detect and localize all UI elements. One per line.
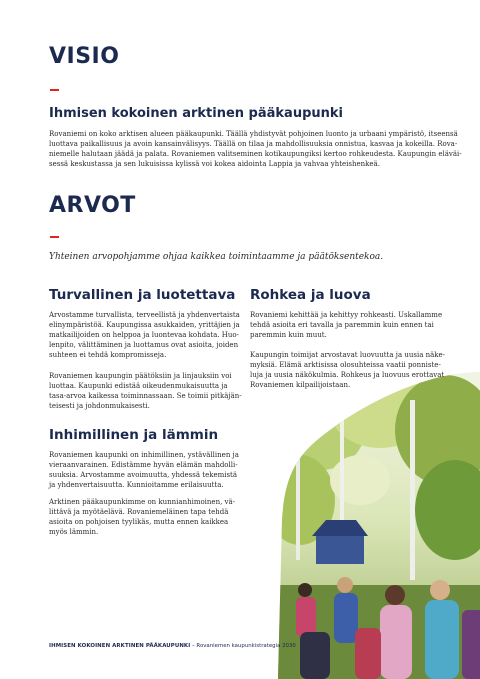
values-accent-dash [50,236,59,238]
footer-strategy-name: – Rovaniemen kaupunkistrategia 2030 [190,643,296,649]
text-line: suhteen ei tehdä kompromisseja. [49,351,167,359]
page-footer [49,643,296,649]
text-line: Rovaniemen kaupunki on inhimillinen, ystävällinen ja [49,451,239,459]
value-brave-title: Rohkea ja luova [250,287,371,303]
text-line: paremmin kuin muut. [250,331,327,339]
values-lead: Yhteinen arvopohjamme ohjaa kaikkea toimintaamme ja päätöksentekoa. [49,252,384,262]
text-line: littävä ja myötäelävä. Rovaniemeläinen tapa tehdä [49,508,229,516]
text-line: asioita on pohjoisen tyylikäs, mutta ennen kaikkea [49,518,229,526]
text-line: Rovaniemi kehittää ja kehittyy rohkeasti. Uskallamme [250,311,443,319]
values-heading: ARVOT [49,193,136,218]
text-line: tasa-arvoa kaikessa toiminnassaan. Se toimii pitkäjän- [49,392,242,400]
text-line: teisesti ja johdonmukaisesti. [49,402,150,410]
vision-subheading: Ihmisen kokoinen arktinen pääkaupunki [49,106,343,121]
vision-line: Rovaniemi on koko arktisen alueen pääkaupunki. Täällä yhdistyvät pohjoinen luonto ja urbaani ympäristö, itseensä [49,130,458,138]
vision-line: luottava paikallisuus ja avoin kansainvälisyys. Täällä on tilaa ja mahdollisuuksia onnistua, kasvaa ja kokeilla. Rova- [49,140,458,148]
text-line: myksiä. Elämä arktisissa olosuhteissa vaatii ponniste- [250,361,441,369]
text-line: Arvostamme turvallista, terveellistä ja yhdenvertaista [49,311,240,319]
text-line: elinympäristöä. Kaupungissa asukkaiden, yrittäjien ja [49,321,240,329]
vision-line: sessä keskustassa ja sen lukuisissa kylissä voi kokea aidointa Lappia ja vahvaa yhteishenkeä. [49,160,380,168]
value-humane-title: Inhimillinen ja lämmin [49,427,219,443]
footer-publication-title: IHMISEN KOKOINEN ARKTINEN PÄÄKAUPUNKI [49,643,191,649]
text-line: suuksia. Arvostamme avoimuutta, yhdessä tekemistä [49,471,238,479]
text-line: vieraanvarainen. Edistämme hyvän elämän mahdolli- [49,461,238,469]
text-line: luja ja uusia näkökulmia. Rohkeus ja luovuus erottavat [250,371,445,379]
text-line: Rovaniemen kaupungin päätöksiin ja linjauksiin voi [49,372,232,380]
vision-line: niemelle halutaan jäädä ja palata. Rovaniemen valitseminen kotikaupungiksi kertoo rohkeudesta. Kaupungin eläväi- [49,150,462,158]
text-line: luottaa. Kaupunki edistää oikeudenmukaisuutta ja [49,382,228,390]
text-line: myös lämmin. [49,528,99,536]
vision-accent-dash [50,89,59,91]
text-line: lenpito, välittäminen ja luottamus ovat asioita, joiden [49,341,239,349]
text-line: Rovaniemen kilpailijoistaan. [250,381,351,389]
vision-heading: VISIO [49,44,120,69]
text-line: Arktinen pääkaupunkimme on kunnianhimoinen, vä- [49,498,236,506]
text-line: Kaupungin toimijat arvostavat luovuutta ja uusia näke- [250,351,446,359]
text-line: matkailijoiden on helppoa ja luontevaa kohdata. Huo- [49,331,239,339]
value-safe-title: Turvallinen ja luotettava [49,287,236,303]
text-line: tehdä asioita eri tavalla ja paremmin kuin ennen tai [250,321,434,329]
text-line: ja yhdenvertaisuutta. Kunnioitamme erilaisuutta. [49,481,224,489]
